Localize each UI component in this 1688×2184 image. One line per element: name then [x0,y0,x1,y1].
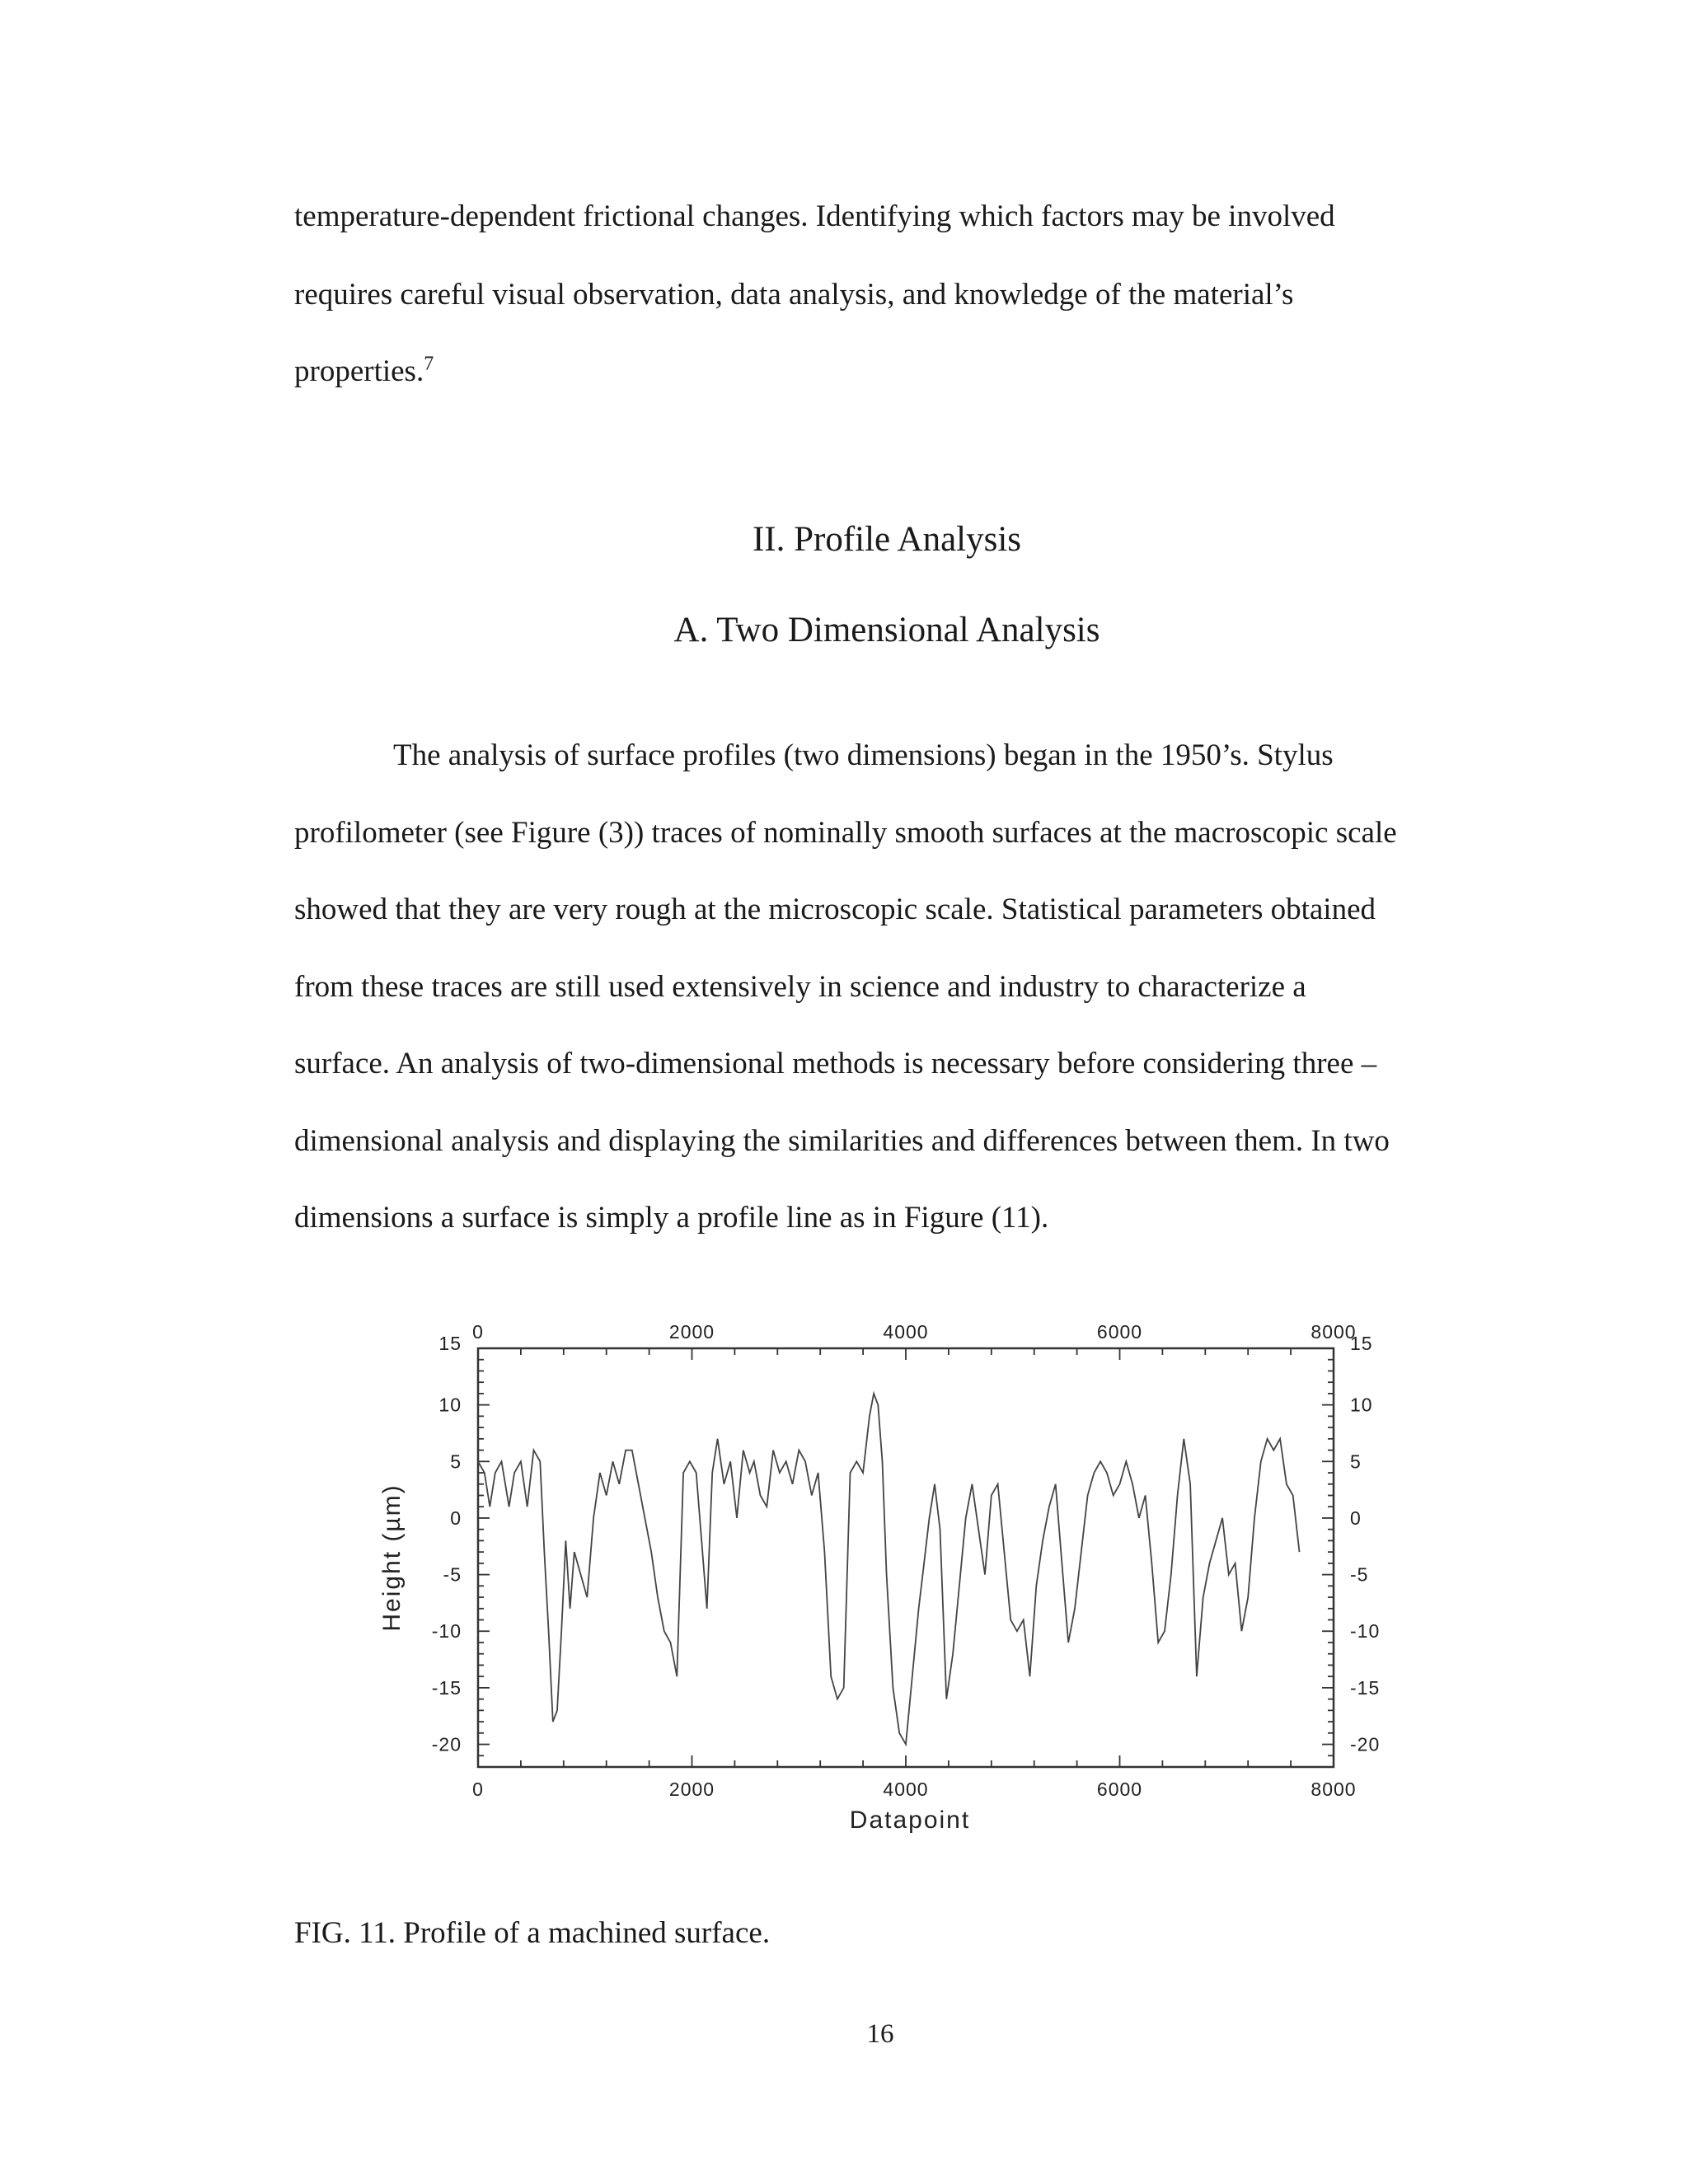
y-tick-label-right: -5 [1350,1563,1369,1586]
paragraph-line-7: dimensions a surface is simply a profile line as in Figure (11). [294,1201,1049,1235]
y-tick-label-left: 0 [450,1507,462,1529]
footnote-ref: 7 [424,353,434,375]
paragraph-line-6: dimensional analysis and displaying the similarities and differences between them. In two [294,1124,1390,1158]
y-tick-label-left: 10 [438,1394,462,1416]
body-top-line-2: requires careful visual observation, data analysis, and knowledge of the material’s [294,278,1294,312]
section-title: II. Profile Analysis [752,520,1022,559]
x-tick-label-top: 4000 [883,1321,929,1343]
body-top-line-1: temperature-dependent frictional changes. Identifying which factors may be involved [294,199,1335,233]
y-tick-label-right: 0 [1350,1507,1362,1529]
x-tick-label-bottom: 8000 [1311,1779,1357,1800]
paragraph-line-4: from these traces are still used extensively in science and industry to characterize a [294,970,1306,1004]
y-tick-label-right: -10 [1350,1620,1381,1643]
y-tick-label-left: 15 [438,1333,462,1354]
paragraph-line-2: profilometer (see Figure (3)) traces of nominally smooth surfaces at the macroscopic scale [294,816,1397,850]
body-top-last-line: properties. [294,354,424,388]
page-number: 16 [866,2019,894,2049]
y-tick-label-left: -5 [443,1563,462,1586]
x-tick-label-bottom: 2000 [668,1779,715,1800]
paragraph-line-1: The analysis of surface profiles (two dimensions) began in the 1950’s. Stylus [393,738,1334,772]
x-tick-label-top: 0 [472,1321,484,1343]
x-tick-label-bottom: 4000 [883,1779,929,1800]
paragraph-line-3: showed that they are very rough at the microscopic scale. Statistical parameters obtained [294,893,1376,926]
x-tick-label-top: 8000 [1311,1321,1357,1343]
y-tick-label-right: 5 [1350,1451,1362,1473]
y-tick-label-left: -10 [431,1620,462,1643]
y-tick-label-left: 5 [450,1451,462,1473]
x-axis-label: Datapoint [849,1807,971,1834]
ticks-group [478,1348,1334,1767]
profile-line [478,1394,1300,1745]
paragraph-line-5: surface. An analysis of two-dimensional methods is necessary before considering three – [294,1047,1377,1080]
y-axis-label: Height (µm) [378,1483,406,1632]
y-tick-label-right: -15 [1350,1676,1381,1699]
y-tick-label-left: -15 [431,1676,462,1699]
figure-caption: FIG. 11. Profile of a machined surface. [294,1916,771,1950]
y-tick-label-right: -20 [1350,1733,1381,1755]
y-tick-label-left: -20 [431,1733,462,1755]
plot-frame [478,1348,1334,1767]
x-tick-label-bottom: 0 [472,1779,484,1800]
y-tick-label-right: 10 [1350,1394,1373,1416]
section-subtitle: A. Two Dimensional Analysis [673,611,1100,649]
y-tick-label-right: 15 [1350,1333,1373,1354]
x-tick-label-top: 2000 [668,1321,715,1343]
x-tick-label-bottom: 6000 [1096,1779,1143,1800]
x-tick-label-top: 6000 [1096,1321,1143,1343]
